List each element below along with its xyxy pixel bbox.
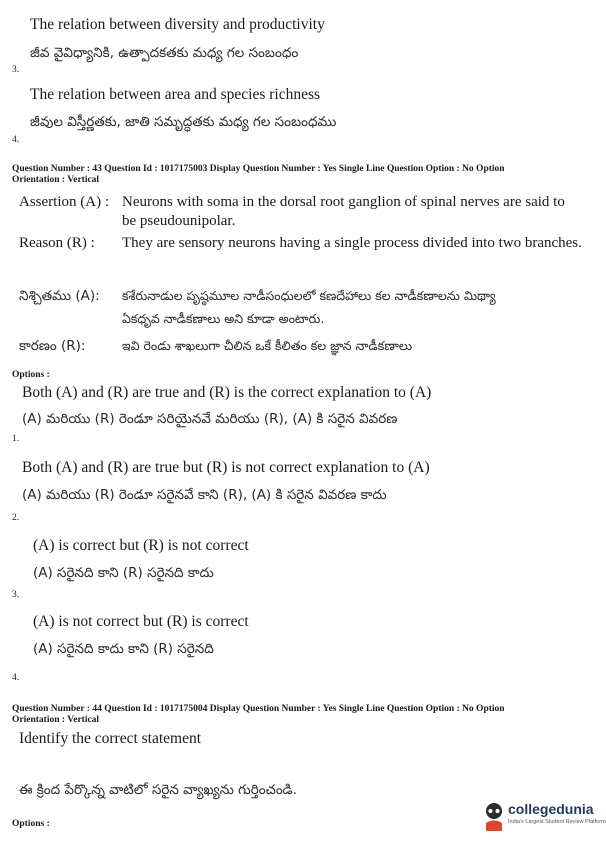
question-43-header-line2: Orientation : Vertical — [12, 174, 100, 185]
option-2-english: Both (A) and (R) are true but (R) is not correct explanation to (A) — [22, 459, 430, 476]
option-1-telugu: (A) మరియు (R) రెండూ సరియైనవే మరియు (R), (A) కి సరైన వివరణ — [22, 411, 398, 427]
options-label: Options : — [12, 370, 50, 380]
option-3-number-q43: 3. — [12, 590, 20, 600]
question-43-header-line1: Question Number : 43 Question Id : 1017175003 Display Question Number : Yes Single Line Question Option : No Option — [12, 164, 505, 174]
option-4-telugu: జీవుల విస్తీర్ణతకు, జాతి సమృద్ధతకు మధ్య గల సంబంధము — [30, 114, 337, 130]
assertion-text-line1: Neurons with soma in the dorsal root ganglion of spinal nerves are said to — [122, 194, 565, 210]
question-44-text-telugu: ఈ క్రింద పేర్కొన్న వాటిలో సరైన వ్యాఖ్యను గుర్తించండి. — [19, 782, 297, 798]
option-4-english: The relation between area and species richness — [30, 86, 321, 103]
assertion-label: Assertion (A) : — [19, 194, 109, 210]
logo-name: collegedunia — [508, 801, 594, 817]
mascot-icon — [482, 801, 506, 831]
assertion-text-line2: be pseudounipolar. — [122, 213, 236, 229]
option-4-telugu-q43: (A) సరైనది కాదు కాని (R) సరైనది — [33, 641, 214, 657]
option-3-english-q43: (A) is correct but (R) is not correct — [33, 537, 249, 554]
option-1-english: Both (A) and (R) are true and (R) is the correct explanation to (A) — [22, 384, 432, 401]
question-44-header-line2: Orientation : Vertical — [12, 714, 100, 725]
assertion-telugu-label: నిశ్చితము (A): — [19, 288, 100, 304]
options-label-q44: Options : — [12, 819, 50, 829]
question-44-text-english: Identify the correct statement — [19, 730, 202, 747]
question-43-header — [12, 164, 505, 185]
reason-telugu-label: కారణం (R): — [19, 338, 86, 354]
reason-label: Reason (R) : — [19, 235, 95, 251]
question-44-header-line1: Question Number : 44 Question Id : 1017175004 Display Question Number : Yes Single Line Question Option : No Option — [12, 704, 505, 714]
option-4-number: 4. — [12, 135, 20, 145]
logo-tagline: India's Largest Student Review Platform — [508, 819, 606, 825]
option-3-english: The relation between diversity and productivity — [30, 16, 325, 33]
option-2-number: 2. — [12, 513, 20, 523]
question-44-header — [12, 704, 505, 725]
option-2-telugu: (A) మరియు (R) రెండూ సరైనవే కాని (R), (A) కి సరైన వివరణ కాదు — [22, 487, 387, 503]
collegedunia-logo — [482, 797, 606, 837]
option-3-number: 3. — [12, 65, 20, 75]
assertion-telugu-line1: కశేరునాడుల పృష్ఠమూల నాడీసంధులలో కణదేహాలు కల నాడీకణాలను మిథ్యా — [122, 288, 496, 303]
option-4-english-q43: (A) is not correct but (R) is correct — [33, 613, 249, 630]
option-3-telugu-q43: (A) సరైనది కాని (R) సరైనది కాదు — [33, 565, 214, 581]
option-1-number: 1. — [12, 434, 20, 444]
assertion-telugu-line2: ఏకధృవ నాడీకణాలు అని కూడా అంటారు. — [122, 311, 325, 326]
option-3-telugu: జీవ వైవిధ్యానికి, ఉత్పాదకతకు మధ్య గల సంబంధం — [30, 45, 299, 61]
option-4-number-q43: 4. — [12, 673, 20, 683]
reason-text: They are sensory neurons having a single process divided into two branches. — [122, 235, 582, 251]
reason-telugu-text: ఇవి రెండు శాఖలుగా చీలిన ఒకే కీలితం కల జ్ఞాన నాడీకణాలు — [122, 338, 413, 353]
